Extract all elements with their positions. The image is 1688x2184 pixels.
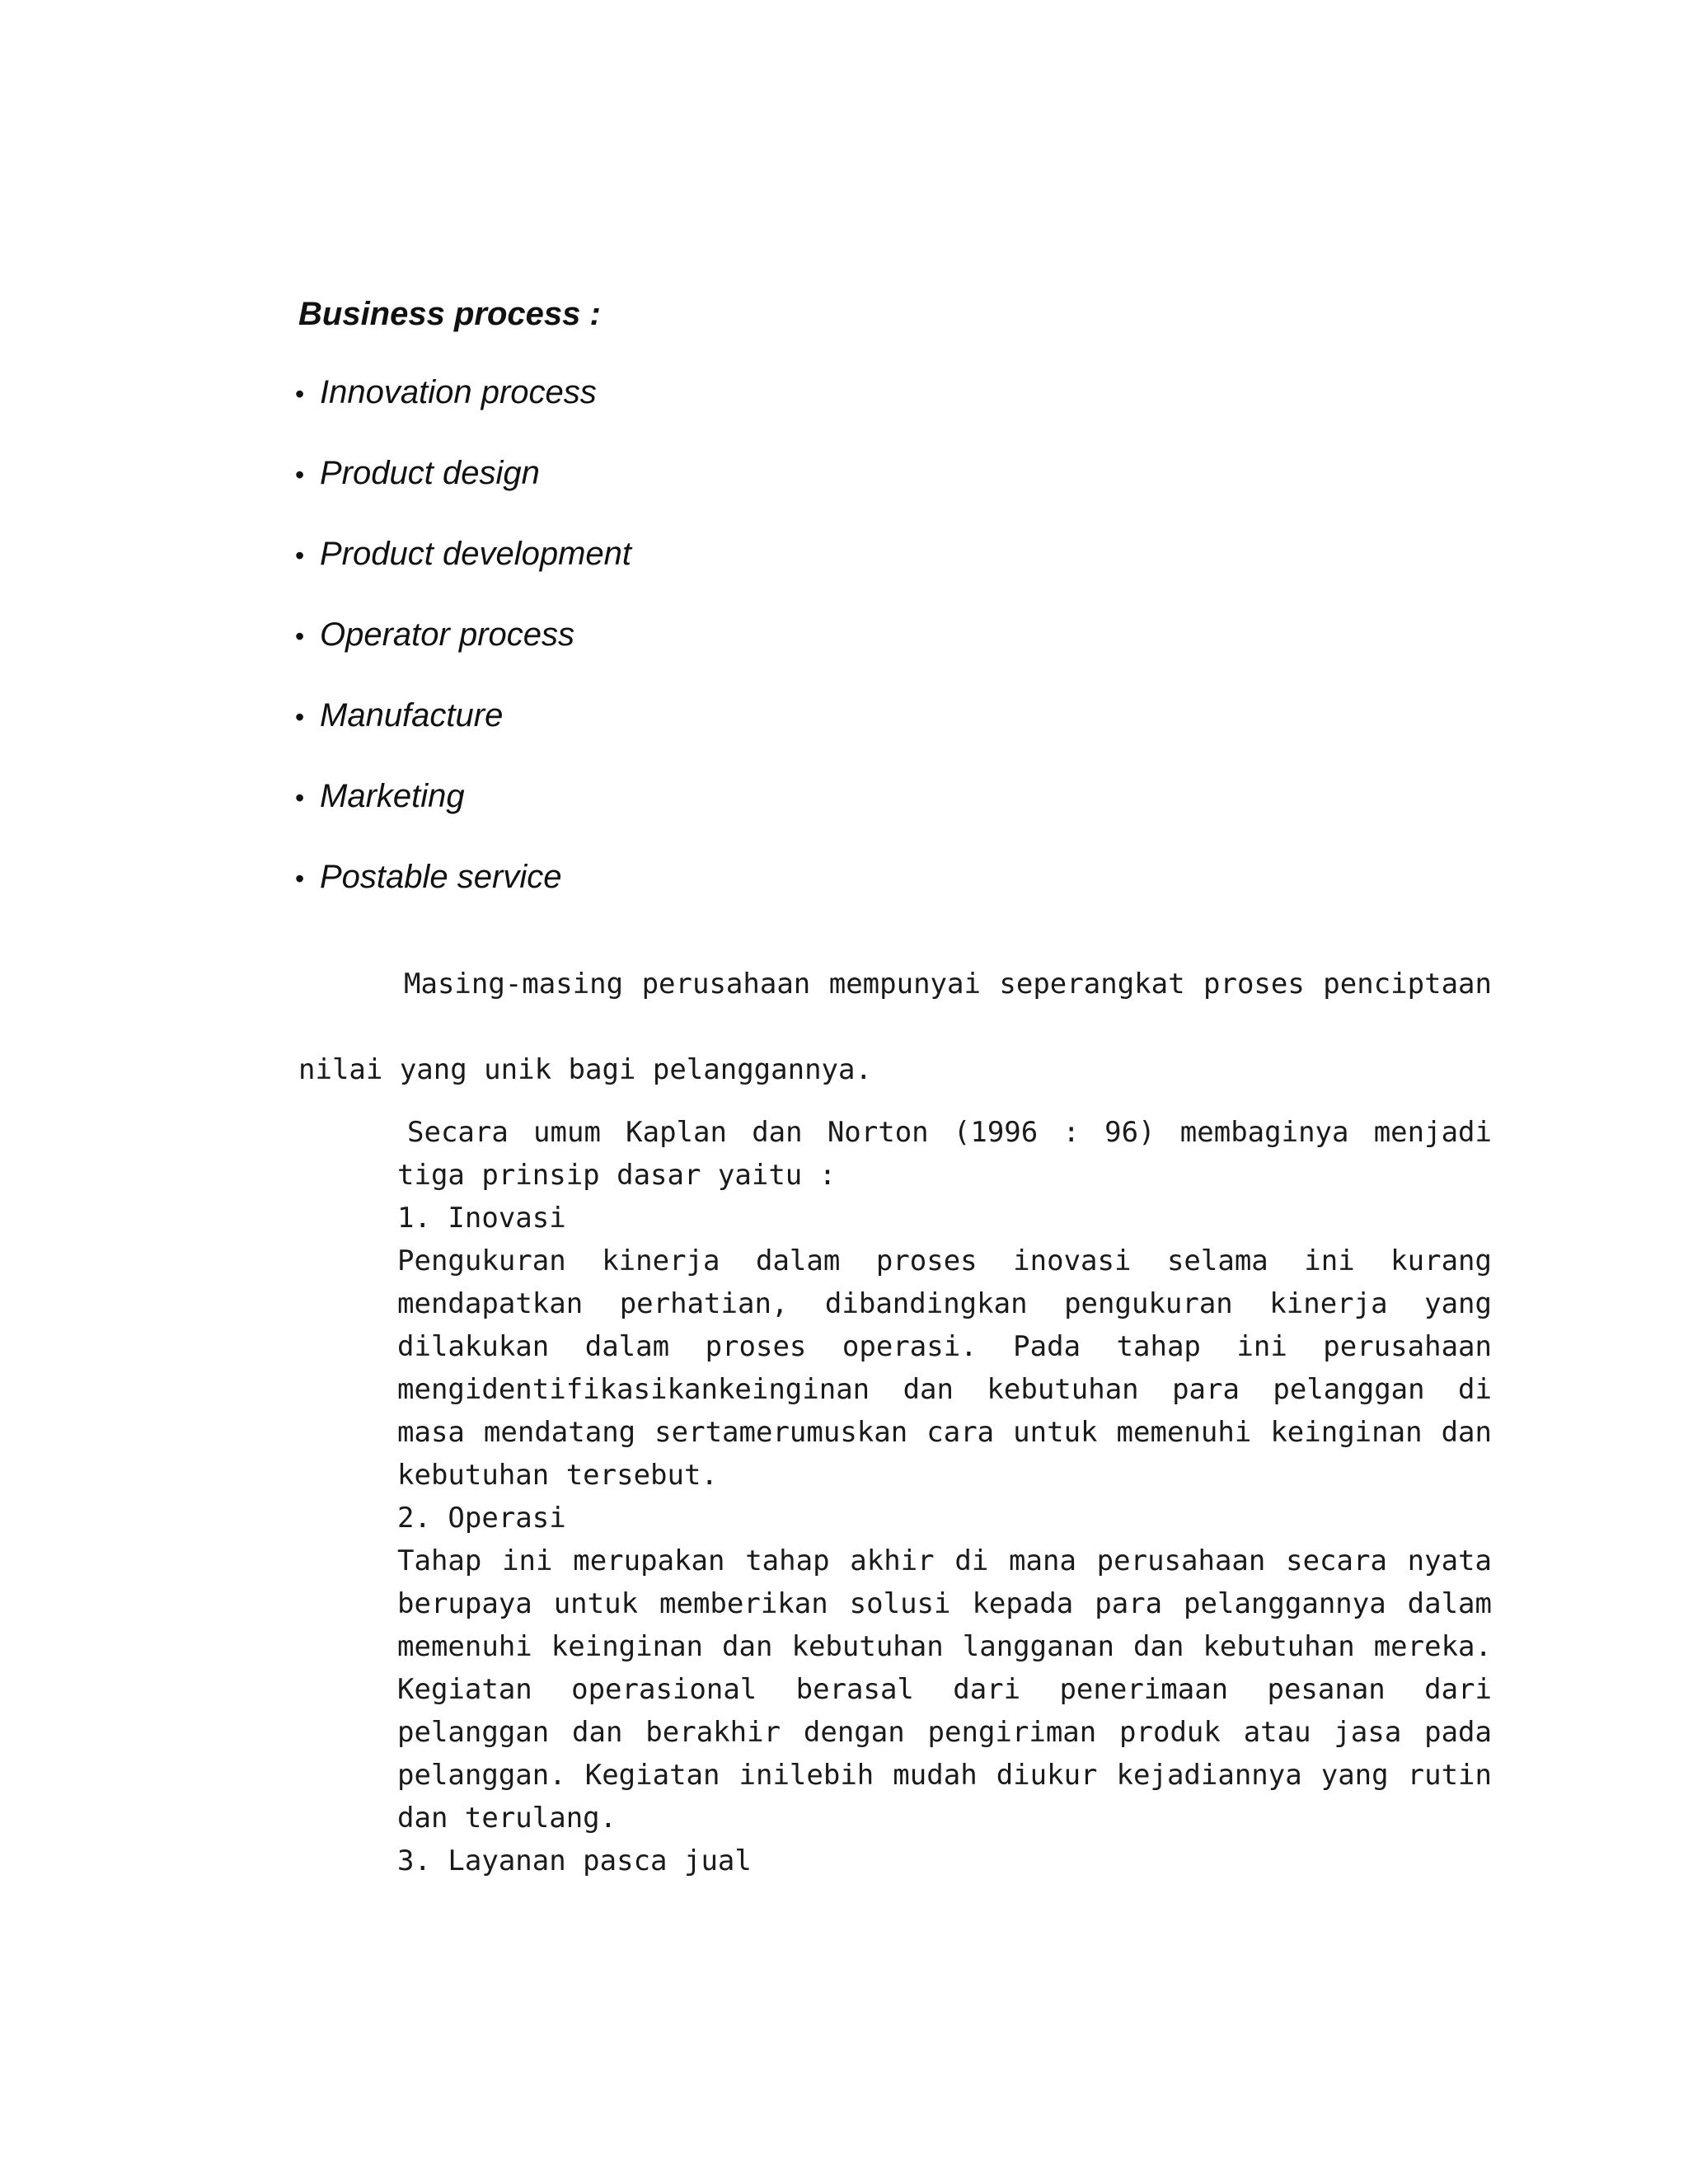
bullet-icon: • [295, 541, 305, 570]
list-item-label: Postable service [320, 859, 562, 895]
body-paragraph: Masing-masing perusahaan mempunyai seperangkat proses penciptaan nilai yang unik bagi pelanggannya. [298, 968, 1492, 1086]
list-item-label: Innovation process [320, 374, 597, 410]
list-item-label: Marketing [320, 778, 465, 814]
list-item [295, 776, 631, 857]
principles-section [397, 1111, 1492, 1882]
list-item [295, 373, 631, 453]
list-item-label: Product development [320, 536, 632, 572]
principle-title-layanan: 3. Layanan pasca jual [397, 1844, 752, 1877]
section-heading: Business process : [298, 296, 601, 332]
bullet-icon: • [295, 702, 305, 732]
bullet-icon: • [295, 621, 305, 651]
bullet-icon: • [295, 460, 305, 490]
section-intro: Secara umum Kaplan dan Norton (1996 : 96) membaginya menjadi tiga prinsip dasar yaitu : [397, 1116, 1492, 1192]
list-item-label: Operator process [320, 616, 575, 653]
list-item-label: Product design [320, 455, 540, 491]
bullet-icon: • [295, 864, 305, 893]
bullet-icon: • [295, 379, 305, 409]
bullet-icon: • [295, 783, 305, 813]
principle-title-inovasi: 1. Inovasi [397, 1202, 566, 1235]
list-item [295, 534, 631, 615]
principle-title-operasi: 2. Operasi [397, 1502, 566, 1535]
principle-text-operasi: Tahap ini merupakan tahap akhir di mana perusahaan secara nyata berupaya untuk memberikan solusi kepada para pelanggannya dalam memenuhi keinginan dan kebutuhan langganan dan kebutuhan mereka. Kegiatan operasional berasal dari penerimaan pesanan dari pelanggan dan berakhir dengan pengiriman produk atau jasa pada pelanggan. Kegiatan inilebih mudah diukur kejadiannya yang rutin dan terulang. [397, 1544, 1492, 1835]
business-process-list [295, 373, 631, 938]
list-item [295, 615, 631, 696]
list-item [295, 857, 631, 938]
list-item [295, 453, 631, 534]
principle-text-inovasi: Pengukuran kinerja dalam proses inovasi selama ini kurang mendapatkan perhatian, dibandingkan pengukuran kinerja yang dilakukan dalam proses operasi. Pada tahap ini perusahaan mengidentifikasikankeinginan dan kebutuhan para pelanggan di masa mendatang sertamerumuskan cara untuk memenuhi keinginan dan kebutuhan tersebut. [397, 1244, 1492, 1492]
list-item [295, 696, 631, 776]
list-item-label: Manufacture [320, 697, 504, 733]
